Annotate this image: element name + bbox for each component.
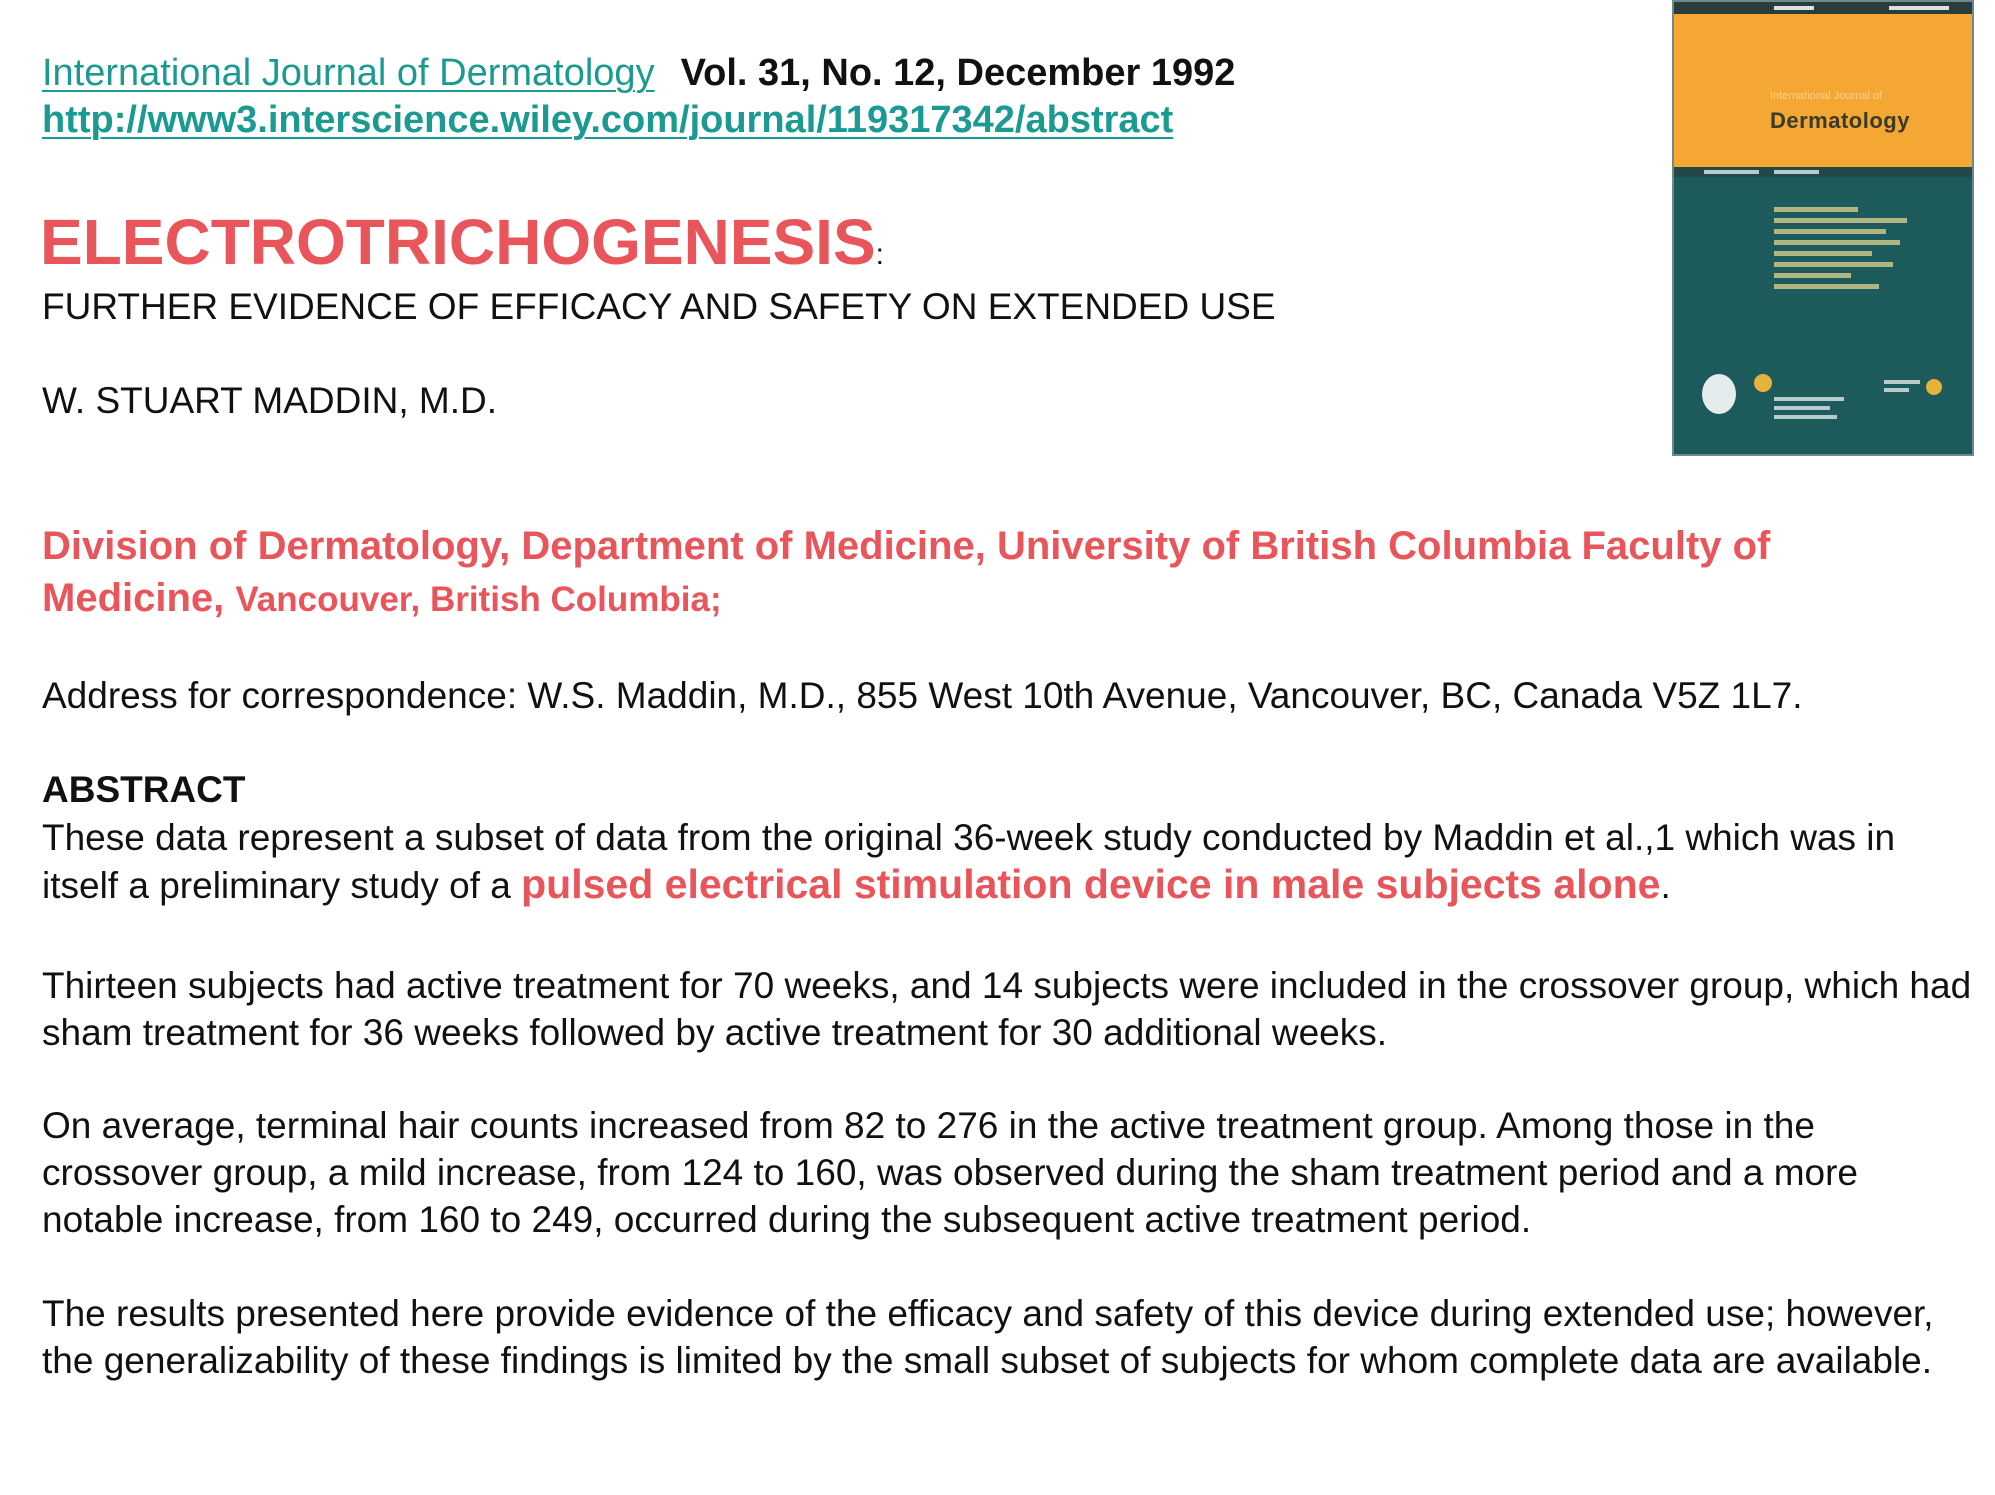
article-url-line (42, 97, 1173, 143)
journal-cover-image (1672, 0, 1974, 456)
abstract-paragraph-3: On average, terminal hair counts increased from 82 to 276 in the active treatment group. Among those in the crossover group, a mild increase, from 124 to 160, was observed during the sham treatment period and a more notable increase, from 160 to 249, occurred during the subsequent active treatment period. (42, 1105, 1858, 1240)
journal-citation (42, 50, 1235, 96)
cover-badge-lines (1884, 380, 1920, 396)
abstract-paragraph-2: Thirteen subjects had active treatment for 70 weeks, and 14 subjects were included in the crossover group, which had sham treatment for 36 weeks followed by active treatment for 30 additional weeks. (42, 965, 1972, 1053)
publisher-badge-icon (1926, 379, 1942, 395)
cover-pretitle: International Journal of (1770, 90, 1882, 102)
cover-title: Dermatology (1770, 108, 1910, 133)
society-logo-icon (1702, 374, 1736, 414)
cover-mid-bar (1674, 167, 1972, 177)
article-title-colon: : (875, 238, 884, 271)
article-title-text: ELECTROTRICHOGENESIS (40, 206, 876, 278)
cover-top-panel (1674, 2, 1972, 167)
cover-publisher-lines (1774, 397, 1844, 424)
abstract-p1-start: These data represent a subset of data from the original 36-week study conducted by Maddin et al.,1 which was in itself a preliminary study of a (42, 817, 1896, 906)
author-affiliation (42, 520, 1962, 626)
abstract-p1-highlight: pulsed electrical stimulation device in male subjects alone (521, 861, 1661, 907)
cover-contents-lines (1774, 207, 1914, 295)
affiliation-location: Vancouver, British Columbia; (235, 580, 722, 619)
cover-top-bar (1674, 2, 1972, 14)
article-url-link[interactable]: http://www3.interscience.wiley.com/journal/119317342/abstract (42, 99, 1174, 141)
abstract-paragraph-1 (42, 814, 1972, 909)
article-title (40, 205, 884, 279)
abstract-p1-end: . (1660, 865, 1671, 906)
affiliation-main: Division of Dermatology, Department of Medicine, University of British Columbia Faculty of Medicine, (42, 524, 1771, 620)
society-emblem-icon (1754, 374, 1772, 392)
correspondence-address: Address for correspondence: W.S. Maddin, M.D., 855 West 10th Avenue, Vancouver, BC, Canada V5Z 1L7. (42, 675, 1803, 716)
abstract-heading: ABSTRACT (42, 769, 246, 810)
journal-name-link[interactable]: International Journal of Dermatology (42, 52, 655, 94)
article-subtitle: FURTHER EVIDENCE OF EFFICACY AND SAFETY ON EXTENDED USE (42, 286, 1276, 327)
article-author: W. STUART MADDIN, M.D. (42, 380, 497, 421)
abstract-paragraph-4: The results presented here provide evidence of the efficacy and safety of this device during extended use; however, the generalizability of these findings is limited by the small subset of subjects for whom complete data are available. (42, 1293, 1934, 1381)
journal-volume-issue: Vol. 31, No. 12, December 1992 (680, 52, 1236, 94)
